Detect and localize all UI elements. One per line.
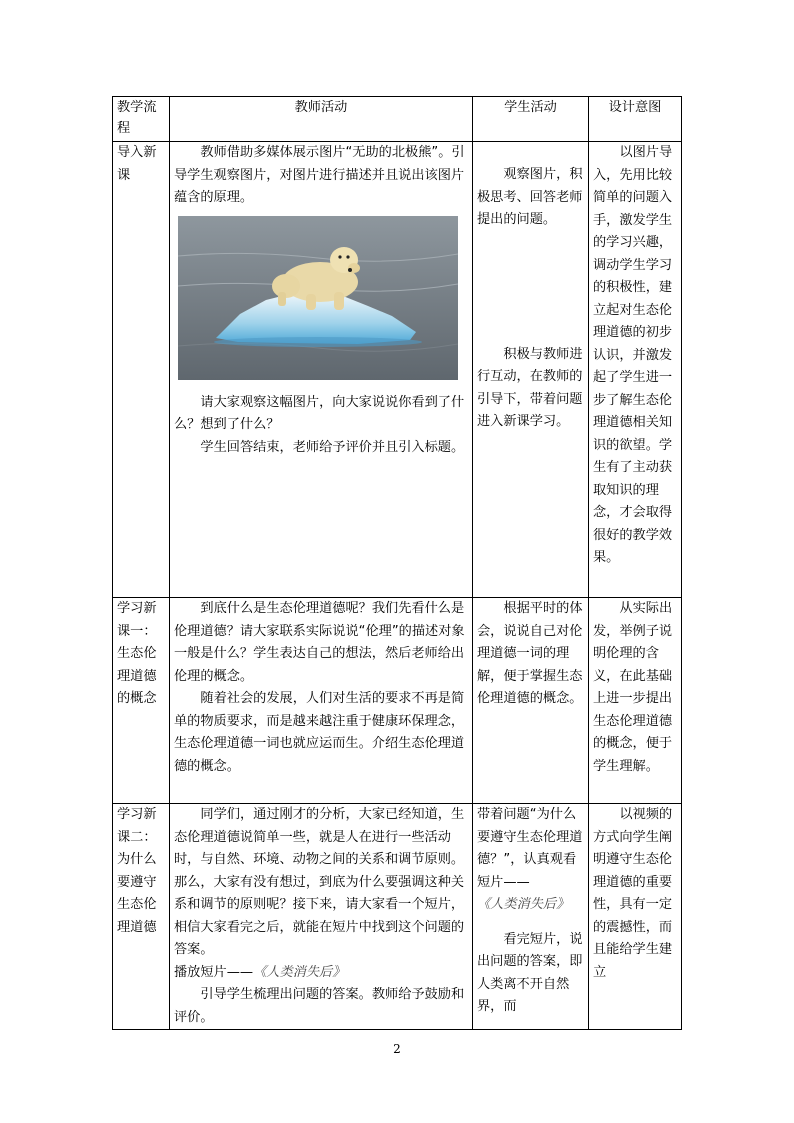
student-film-title: 《人类消失后》: [477, 897, 570, 912]
header-flow: 教学流程: [113, 97, 170, 142]
header-row: [113, 97, 682, 142]
student-text: 积极与教师进行互动，在教师的引导下，带着问题进入新课学习。: [477, 346, 583, 429]
teacher-activity-cell: [170, 598, 473, 804]
header-intent: 设计意图: [589, 97, 682, 142]
student-activity-cell: [473, 804, 589, 1030]
table-row: [113, 598, 682, 804]
table-row: [113, 142, 682, 598]
polar-bear-on-ice-photo: [178, 216, 458, 380]
intent-text: 从实际出发，举例子说明伦理的含义，在此基础上进一步提出生态伦理道德的概念，便于学生理解。: [593, 601, 673, 774]
intent-text: 以视频的方式向学生阐明遵守生态伦理道德的重要性，具有一定的震撼性，而且能给学生建立: [593, 807, 673, 980]
teacher-text: 引导学生梳理出问题的答案。教师给予鼓励和评价。: [174, 987, 465, 1025]
intent-text: 以图片导入，先用比较简单的问题入手，激发学生的学习兴趣，调动学生学习的积极性，建立起对生态伦理道德的初步认识，并激发起了学生进一步了解生态伦理道德相关知识的欲望。学生有了主动获取知识的理念，才会取得很好的教学效果。: [593, 145, 673, 565]
teacher-text: 随着社会的发展，人们对生活的要求不再是简单的物质要求，而是越来越注重于健康环保理念，生态伦理道德一词也就应运而生。介绍生态伦理道德的概念。: [174, 691, 465, 774]
teacher-text: 同学们，通过刚才的分析，大家已经知道，生态伦理道德说简单一些，就是人在进行一些活动时，与自然、环境、动物之间的关系和调节原则。那么，大家有没有想过，到底为什么要强调这种关系和调节的原则呢？接下来，请大家看一个短片，相信大家看完之后，就能在短片中找到这个问题的答案。: [174, 807, 465, 957]
student-text: 根据平时的体会，说说自己对伦理道德一词的理解，便于掌握生态伦理道德的概念。: [477, 601, 583, 706]
table-row: [113, 804, 682, 1030]
play-video-line: 播放短片——《人类消失后》: [174, 964, 346, 980]
student-activity-cell: [473, 598, 589, 804]
student-activity-cell: [473, 142, 589, 598]
student-text: 看完短片，说出问题的答案，即人类离不开自然界，而: [477, 931, 583, 1014]
header-student: 学生活动: [473, 97, 589, 142]
lesson-plan-table: [112, 96, 682, 1030]
flow-cell: 学习新课二：为什么要遵守生态伦理道德: [113, 804, 170, 1030]
header-teacher: 教师活动: [170, 97, 473, 142]
teacher-activity-cell: [170, 142, 473, 598]
intent-cell: [589, 598, 682, 804]
video-title: 《人类消失后》: [253, 964, 346, 980]
teacher-activity-cell: [170, 804, 473, 1030]
student-text: 观察图片，积极思考、回答老师提出的问题。: [477, 167, 583, 227]
teacher-text: 学生回答结束，老师给予评价并且引入标题。: [200, 439, 465, 455]
teacher-text: 请大家观察这幅图片，向大家说说你看到了什么？想到了什么？: [174, 394, 465, 432]
page-number: 2: [393, 1042, 401, 1056]
intent-cell: [589, 142, 682, 598]
student-text: 带着问题“为什么要遵守生态伦理道德？”，认真观看短片——: [477, 807, 583, 890]
flow-cell: 学习新课一：生态伦理道德的概念: [113, 598, 170, 804]
flow-cell: 导入新课: [113, 142, 170, 598]
teacher-text: 到底什么是生态伦理道德呢？我们先看什么是伦理道德？请大家联系实际说说“伦理”的描述对象一般是什么？学生表达自己的想法，然后老师给出伦理的概念。: [174, 601, 465, 684]
teacher-text: 教师借助多媒体展示图片“无助的北极熊”。引导学生观察图片，对图片进行描述并且说出该图片蕴含的原理。: [174, 145, 465, 205]
intent-cell: [589, 804, 682, 1030]
